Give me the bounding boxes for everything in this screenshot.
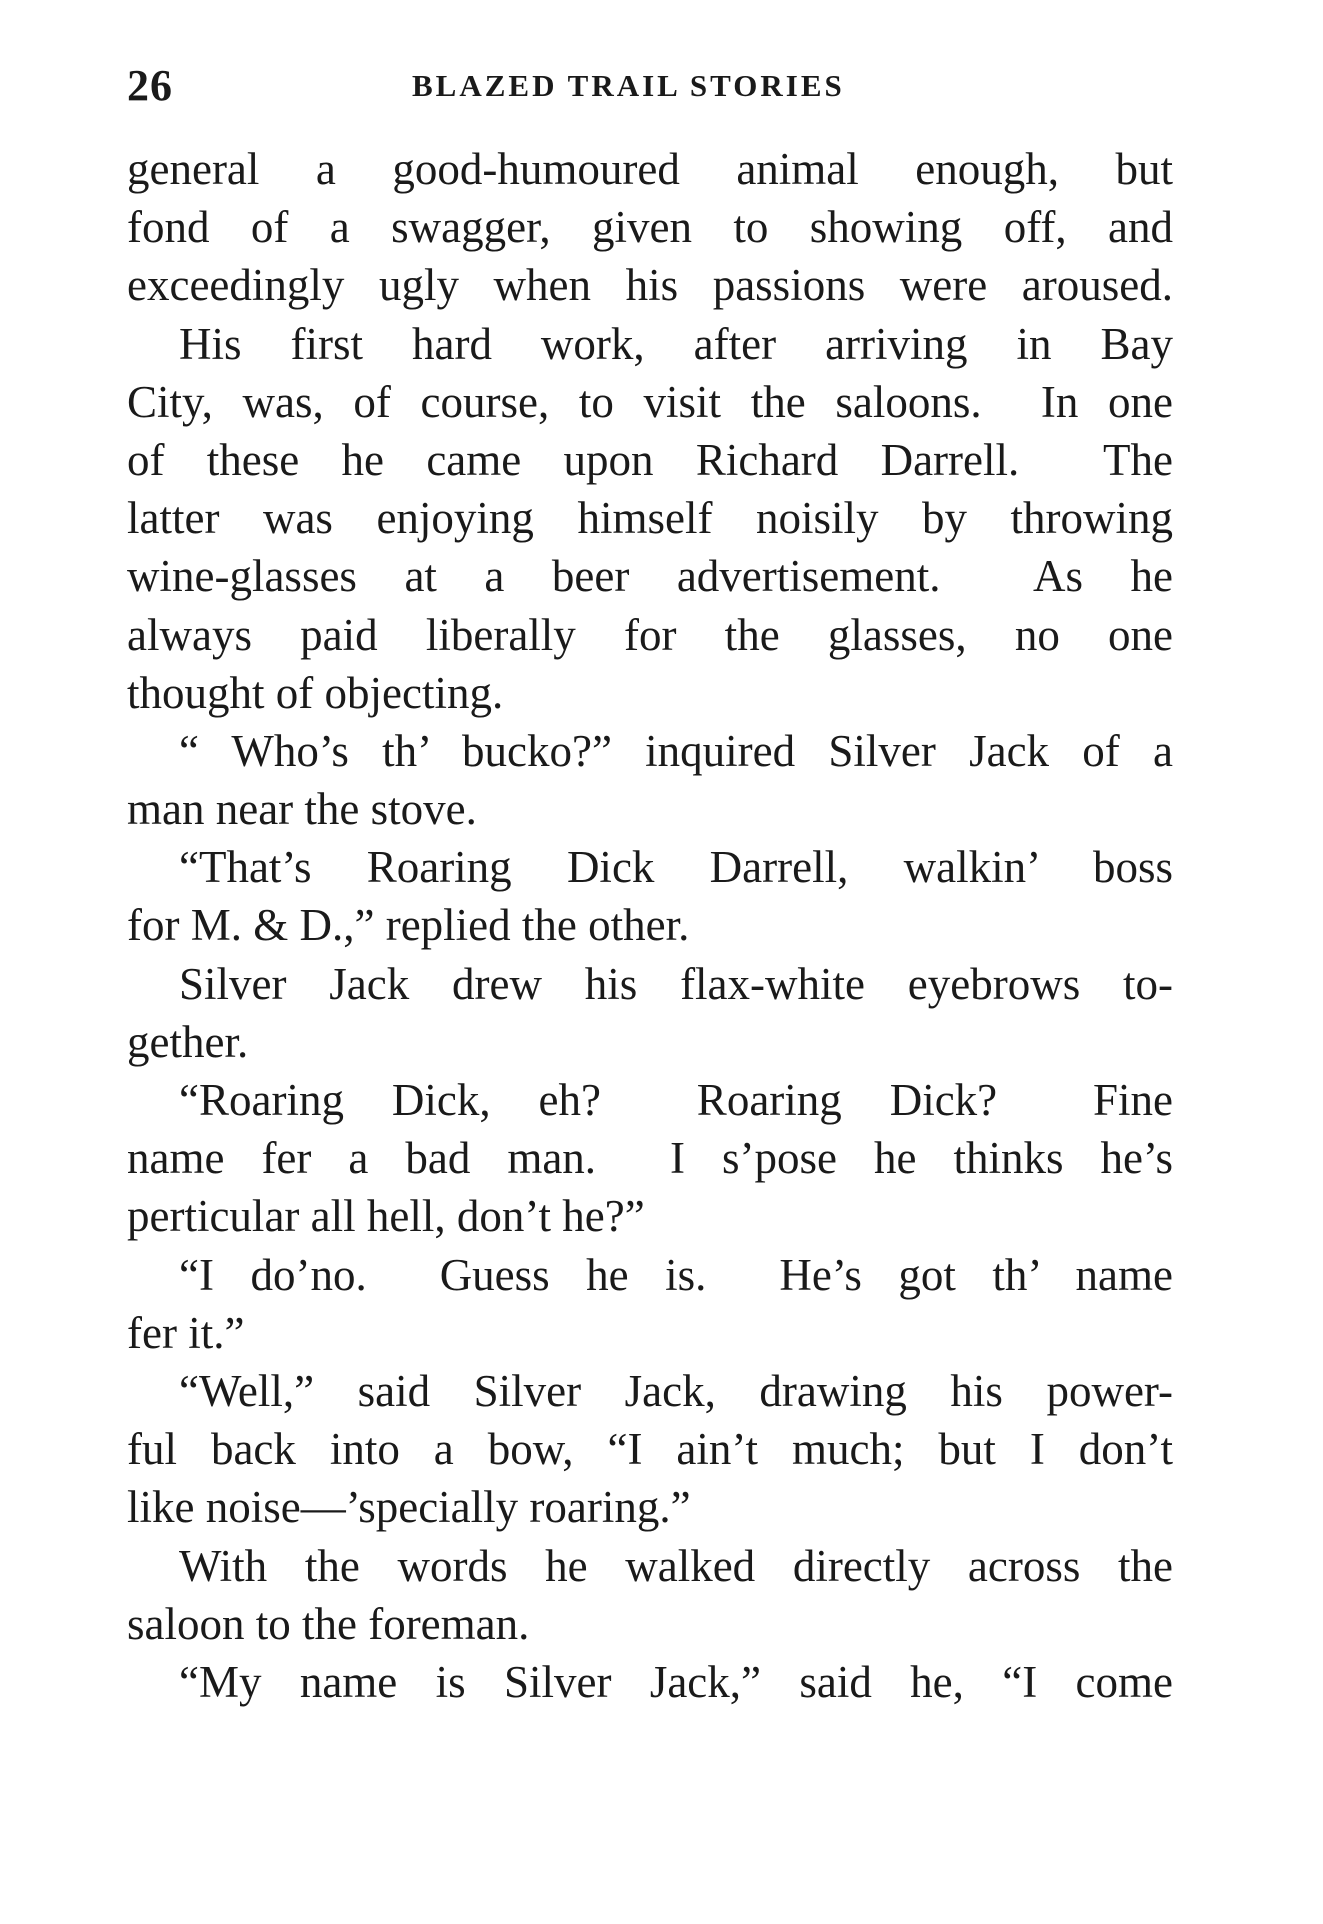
text-line: thought of objecting. — [127, 667, 504, 718]
text-line: “Well,” said Silver Jack, drawing his power- — [179, 1365, 1173, 1416]
text-line: like noise—’specially roaring.” — [127, 1482, 691, 1533]
text-line: With the words he walked directly across the — [179, 1540, 1173, 1591]
text-line: “ Who’s th’ bucko?” inquired Silver Jack of a — [179, 725, 1173, 776]
text-line: “Roaring Dick, eh? Roaring Dick? Fine — [179, 1075, 1173, 1125]
text-line: always paid liberally for the glasses, no one — [127, 609, 1173, 660]
text-line: fer it.” — [127, 1307, 245, 1358]
text-line: general a good-humoured animal enough, but — [127, 144, 1173, 194]
text-line: name fer a bad man. I s’pose he thinks he’s — [127, 1133, 1173, 1184]
text-line: City, was, of course, to visit the saloons. In one — [127, 376, 1173, 427]
text-line: “My name is Silver Jack,” said he, “I come — [179, 1656, 1173, 1707]
text-line: ful back into a bow, “I ain’t much; but I don’t — [127, 1424, 1173, 1475]
text-line: “I do’no. Guess he is. He’s got th’ name — [179, 1249, 1173, 1300]
body-text — [127, 140, 1173, 1711]
text-line: exceedingly ugly when his passions were aroused. — [127, 260, 1173, 311]
text-line: saloon to the foreman. — [127, 1598, 530, 1649]
text-line: for M. & D.,” replied the other. — [127, 900, 690, 951]
text-line: latter was enjoying himself noisily by throwing — [127, 493, 1173, 544]
text-line: His first hard work, after arriving in Bay — [179, 318, 1173, 369]
text-line: of these he came upon Richard Darrell. The — [127, 434, 1173, 485]
text-line: fond of a swagger, given to showing off, and — [127, 202, 1173, 253]
running-title: BLAZED TRAIL STORIES — [412, 68, 845, 103]
text-line: perticular all hell, don’t he?” — [127, 1191, 645, 1242]
page-number: 26 — [127, 61, 173, 110]
running-head — [127, 60, 1173, 110]
text-line: man near the stove. — [127, 784, 477, 835]
text-line: wine-glasses at a beer advertisement. As he — [127, 551, 1173, 602]
text-line: gether. — [127, 1016, 249, 1067]
text-line: “That’s Roaring Dick Darrell, walkin’ boss — [179, 842, 1173, 893]
text-line: Silver Jack drew his flax-white eyebrows to- — [179, 958, 1173, 1009]
